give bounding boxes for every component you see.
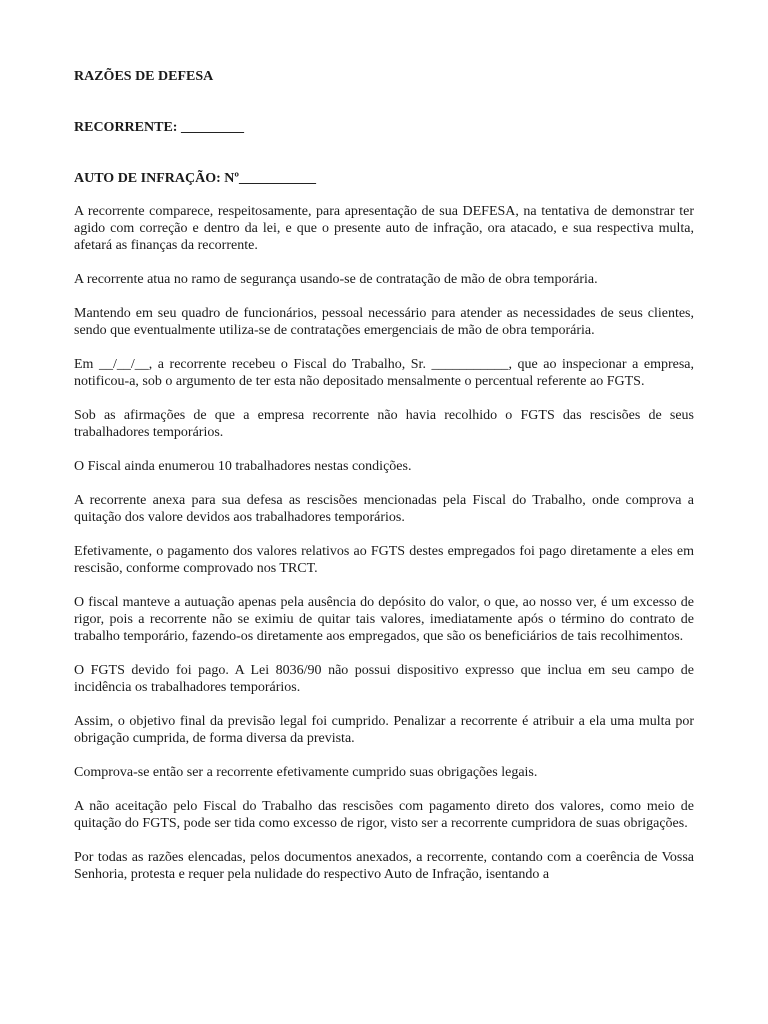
document-body [74, 203, 694, 900]
paragraph: Efetivamente, o pagamento dos valores relativos ao FGTS destes empregados foi pago diretamente a eles em rescisão, conforme comprovado nos TRCT. [74, 544, 694, 576]
paragraph: Comprova-se então ser a recorrente efetivamente cumprido suas obrigações legais. [74, 765, 538, 780]
paragraph: A recorrente anexa para sua defesa as rescisões mencionadas pela Fiscal do Trabalho, onde comprova a quitação dos valore devidos aos trabalhadores temporários. [74, 493, 694, 525]
paragraph: Por todas as razões elencadas, pelos documentos anexados, a recorrente, contando com a coerência de Vossa Senhoria, protesta e requer pela nulidade do respectivo Auto de Infração, isentando a [74, 850, 694, 882]
recorrente-heading: RECORRENTE: _________ [74, 120, 244, 135]
paragraph: O Fiscal ainda enumerou 10 trabalhadores nestas condições. [74, 459, 412, 474]
paragraph: Mantendo em seu quadro de funcionários, pessoal necessário para atender as necessidades de seus clientes, sendo que eventualmente utiliza-se de contratações emergenciais de mão de obra temporária. [74, 306, 694, 338]
paragraph: Assim, o objetivo final da previsão legal foi cumprido. Penalizar a recorrente é atribuir a ela uma multa por obrigação cumprida, de forma diversa da prevista. [74, 714, 694, 746]
paragraph: O FGTS devido foi pago. A Lei 8036/90 não possui dispositivo expresso que inclua em seu campo de incidência os trabalhadores temporários. [74, 663, 694, 695]
paragraph: O fiscal manteve a autuação apenas pela ausência do depósito do valor, o que, ao nosso ver, é um excesso de rigor, pois a recorrente não se eximiu de quitar tais valores, imediatamente após o término do contrato de trabalho temporário, fazendo-os diretamente aos empregados, que são os beneficiários de tais recolhimentos. [74, 595, 694, 644]
paragraph: Sob as afirmações de que a empresa recorrente não havia recolhido o FGTS das rescisões de seus trabalhadores temporários. [74, 408, 694, 440]
paragraph: A recorrente atua no ramo de segurança usando-se de contratação de mão de obra temporária. [74, 272, 598, 287]
document-title: RAZÕES DE DEFESA [74, 69, 214, 84]
paragraph: Em __/__/__, a recorrente recebeu o Fiscal do Trabalho, Sr. ___________, que ao inspecionar a empresa, notificou-a, sob o argumento de ter esta não depositado mensalmente o percentual referente ao FGTS. [74, 357, 694, 389]
paragraph: A recorrente comparece, respeitosamente, para apresentação de sua DEFESA, na tentativa de demonstrar ter agido com correção e dentro da lei, e que o presente auto de infração, ora atacado, e sua respectiva multa, afetará as finanças da recorrente. [74, 204, 694, 253]
paragraph: A não aceitação pelo Fiscal do Trabalho das rescisões com pagamento direto dos valores, como meio de quitação do FGTS, pode ser tida como excesso de rigor, visto ser a recorrente cumpridora de suas obrigações. [74, 799, 694, 831]
auto-infracao-heading: AUTO DE INFRAÇÃO: Nº___________ [74, 171, 316, 186]
